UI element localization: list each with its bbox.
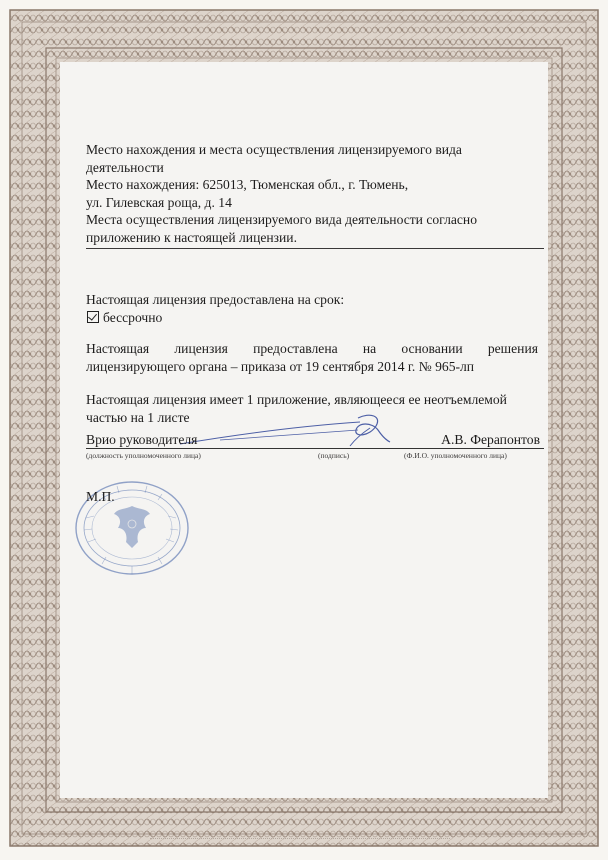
place-line-4: ул. Гилевская роща, д. 14 <box>86 194 232 210</box>
place-line-5: Места осуществления лицензируемого вида деятельности согласно <box>86 212 477 227</box>
signature-underline <box>86 448 544 449</box>
signatory-role: Врио руководителя <box>86 432 198 447</box>
checked-box-icon <box>87 311 99 323</box>
footer-print-line <box>150 838 450 842</box>
place-of-activity-block <box>86 141 544 249</box>
place-line-2: деятельности <box>86 159 164 175</box>
term-option-label: бессрочно <box>103 309 163 325</box>
annex-line-2: частью на 1 листе <box>86 409 190 425</box>
document-body <box>86 141 538 426</box>
caption-role: (должность уполномоченного лица) <box>86 451 201 460</box>
annex-line-1: Настоящая лицензия имеет 1 приложение, являющееся ее неотъемлемой <box>86 392 507 407</box>
stamp-placeholder-label: М.П. <box>86 489 115 504</box>
place-line-3: Место нахождения: 625013, Тюменская обл., г. Тюмень, <box>86 177 409 192</box>
place-line-1: Место нахождения и места осуществления лицензируемого вида <box>86 142 462 157</box>
signatory-name: А.В. Ферапонтов <box>441 432 540 447</box>
basis-line-1: Настоящая лицензия предоставлена на основании решения <box>86 341 538 356</box>
place-line-6: приложению к настоящей лицензии. <box>86 229 297 245</box>
license-term-block <box>86 291 538 326</box>
license-basis-block <box>86 340 538 375</box>
caption-signature: (подпись) <box>318 451 350 460</box>
term-line: Настоящая лицензия предоставлена на срок: <box>86 292 345 307</box>
signature-row <box>86 432 544 466</box>
basis-line-2: лицензирующего органа – приказа от 19 сентября 2014 г. № 965-лп <box>86 358 475 374</box>
term-option-row <box>86 309 538 327</box>
caption-fio: (Ф.И.О. уполномоченного лица) <box>404 451 507 460</box>
